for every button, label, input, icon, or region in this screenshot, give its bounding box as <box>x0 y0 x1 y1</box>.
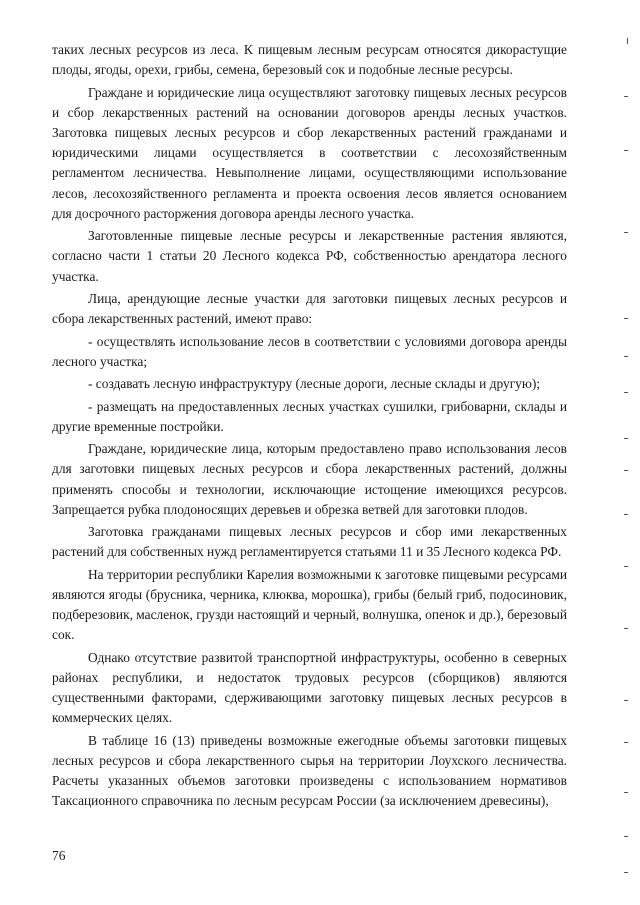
scan-mark <box>624 318 628 319</box>
list-item: - создавать лесную инфраструктуру (лесные дороги, лесные склады и другую); <box>88 376 541 392</box>
scan-mark <box>624 150 628 151</box>
scan-mark <box>624 438 628 439</box>
scan-mark <box>624 742 628 743</box>
paragraph: Однако отсутствие развитой транспортной инфраструктуры, особенно в северных районах республики, и недостаток трудовых ресурсов (сборщиков) являются существенными факторами, сдерживающими заготовку пищевых лесных ресурсов в коммерческих целях. <box>52 649 567 726</box>
scan-mark <box>624 514 628 515</box>
scan-edge-marks <box>610 0 640 905</box>
scan-mark <box>627 38 628 44</box>
page-number: 76 <box>52 848 66 863</box>
list-item: - осуществлять использование лесов в соответствии с условиями договора аренды лесного участка; <box>52 333 567 369</box>
scan-mark <box>624 792 628 793</box>
paragraph: Граждане и юридические лица осуществляют заготовку пищевых лесных ресурсов и сбор лекарственных растений на основании договоров аренды лесных участков. Заготовка пищевых лесных ресурсов и сбор лекарственных растений гражданами и юридическими лицами осуществляется в соответствии с лесохозяйственным регламентом лесничества. Невыполнение лицами, осуществляющими использование лесов, лесохозяйственного регламента и проекта освоения лесов является основанием для досрочного расторжения договора аренды лесного участка. <box>52 84 567 221</box>
paragraph: На территории республики Карелия возможными к заготовке пищевыми ресурсами являются ягоды (брусника, черника, клюква, морошка), грибы (белый гриб, подосиновик, подберезовик, масленок, грузди настоящий и черный, волнушка, опенок и др.), березовый сок. <box>52 566 567 643</box>
scan-mark <box>624 628 628 629</box>
scan-mark <box>624 700 628 701</box>
scan-mark <box>624 232 628 233</box>
list-item: - размещать на предоставленных лесных участках сушилки, грибоварни, склады и другие временные постройки. <box>52 398 567 434</box>
scan-mark <box>624 470 628 471</box>
scan-mark <box>624 96 628 97</box>
paragraph: Заготовленные пищевые лесные ресурсы и лекарственные растения являются, согласно части 1 статьи 20 Лесного кодекса РФ, собственностью арендатора лесного участка. <box>52 228 567 284</box>
paragraph: таких лесных ресурсов из леса. К пищевым лесным ресурсам относятся дикорастущие плоды, ягоды, орехи, грибы, семена, березовый сок и подобные лесные ресурсы. <box>52 42 567 78</box>
scan-mark <box>624 392 628 393</box>
paragraph: Лица, арендующие лесные участки для заготовки пищевых лесных ресурсов и сбора лекарственных растений, имеют право: <box>52 291 567 327</box>
body-text <box>52 40 567 814</box>
paragraph: Заготовка гражданами пищевых лесных ресурсов и сбор ими лекарственных растений для собственных нужд регламентируется статьями 11 и 35 Лесного кодекса РФ. <box>52 524 567 560</box>
paragraph: В таблице 16 (13) приведены возможные ежегодные объемы заготовки пищевых лесных ресурсов и сбора лекарственного сырья на территории Лоухского лесничества. Расчеты указанных объемов заготовки произведены с использованием нормативов Таксационного справочника по лесным ресурсам России (за исключением древесины), <box>52 732 567 809</box>
scan-mark <box>624 836 628 837</box>
scan-mark <box>624 872 628 873</box>
paragraph: Граждане, юридические лица, которым предоставлено право использования лесов для заготовки пищевых лесных ресурсов и сбора лекарственных растений, должны применять способы и технологии, исключающие истощение имеющихся ресурсов. Запрещается рубка плодоносящих деревьев и обрезка ветвей для заготовки плодов. <box>52 441 567 517</box>
scan-mark <box>624 566 628 567</box>
scan-mark <box>624 356 628 357</box>
